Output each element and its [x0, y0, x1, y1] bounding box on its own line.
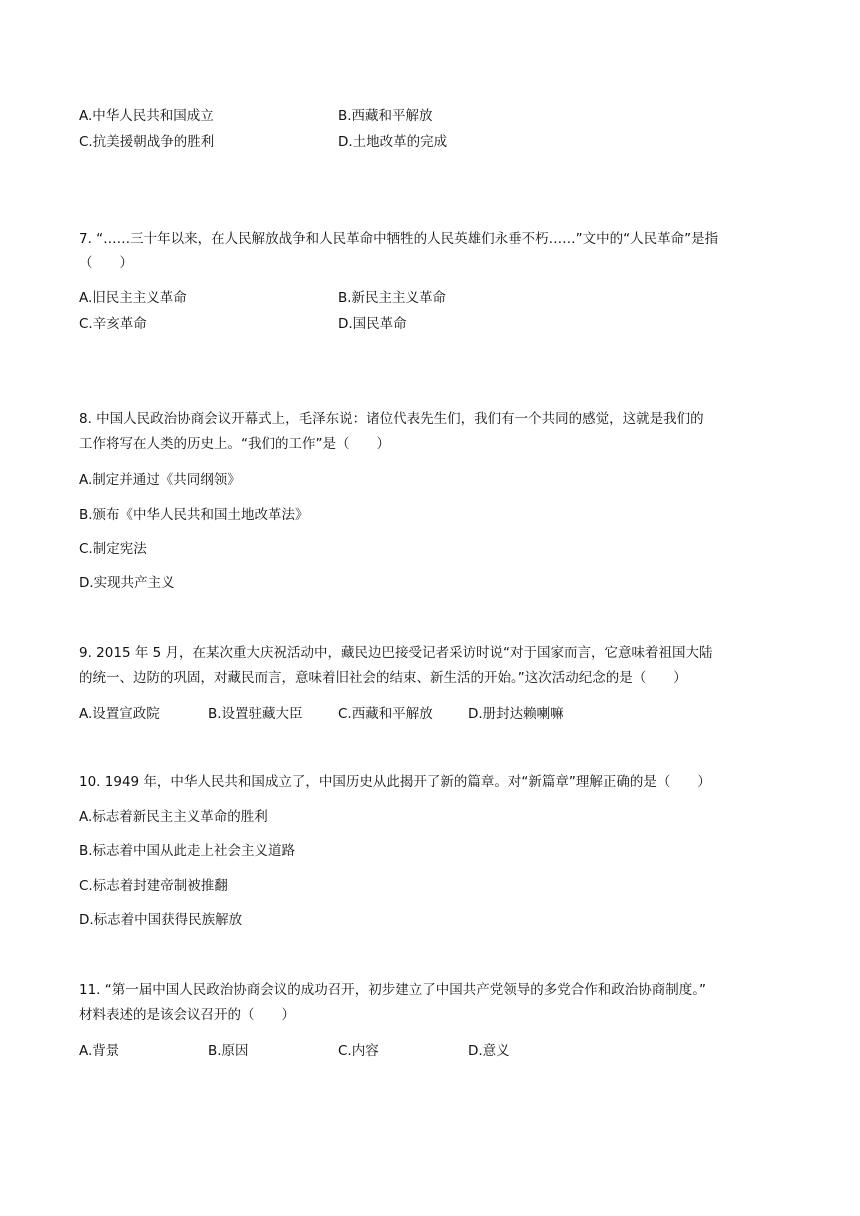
q10-option-a: A.标志着新民主主义革命的胜利	[79, 809, 268, 825]
q6-option-a: A.中华人民共和国成立	[79, 108, 214, 124]
q9-stem-line1: 9. 2015 年 5 月，在某次重大庆祝活动中，藏民边巴接受记者采访时说“对于国家而言，它意味着祖国大陆	[79, 645, 713, 661]
q8-option-b: B.颁布《中华人民共和国土地改革法》	[79, 507, 309, 523]
q7-stem-line1: 7. “……三十年以来，在人民解放战争和人民革命中牺牲的人民英雄们永垂不朽……”文中的“人民革命”是指	[79, 231, 719, 247]
q8-option-c: C.制定宪法	[79, 541, 147, 557]
q10-option-b: B.标志着中国从此走上社会主义道路	[79, 843, 296, 859]
q11-option-c: C.内容	[338, 1043, 379, 1059]
q9-option-b: B.设置驻藏大臣	[208, 706, 303, 722]
q8-stem-line2: 工作将写在人类的历史上。“我们的工作”是（ ）	[79, 436, 390, 452]
q6-option-b: B.西藏和平解放	[338, 108, 433, 124]
q9-option-c: C.西藏和平解放	[338, 706, 433, 722]
q6-option-d: D.土地改革的完成	[338, 134, 448, 150]
q10-option-c: C.标志着封建帝制被推翻	[79, 878, 228, 894]
q7-option-d: D.国民革命	[338, 316, 407, 332]
q7-option-b: B.新民主主义革命	[338, 290, 447, 306]
q10-stem-line1: 10. 1949 年，中华人民共和国成立了，中国历史从此揭开了新的篇章。对“新篇章”理解正确的是（ ）	[79, 774, 711, 790]
q11-stem-line2: 材料表述的是该会议召开的（ ）	[79, 1007, 295, 1023]
q8-option-a: A.制定并通过《共同纲领》	[79, 472, 241, 488]
q8-option-d: D.实现共产主义	[79, 575, 175, 591]
q7-stem-line2: （ ）	[79, 255, 133, 271]
q11-option-a: A.背景	[79, 1043, 120, 1059]
q7-option-c: C.辛亥革命	[79, 316, 147, 332]
q11-option-d: D.意义	[468, 1043, 510, 1059]
q9-option-a: A.设置宣政院	[79, 706, 160, 722]
q8-stem-line1: 8. 中国人民政治协商会议开幕式上，毛泽东说：诸位代表先生们，我们有一个共同的感觉，这就是我们的	[79, 411, 704, 427]
q11-option-b: B.原因	[208, 1043, 249, 1059]
q9-stem-line2: 的统一、边防的巩固，对藏民而言，意味着旧社会的结束、新生活的开始。”这次活动纪念的是（ ）	[79, 670, 687, 686]
q7-option-a: A.旧民主主义革命	[79, 290, 187, 306]
q6-option-c: C.抗美援朝战争的胜利	[79, 134, 215, 150]
q9-option-d: D.册封达赖喇嘛	[468, 706, 564, 722]
q11-stem-line1: 11. “第一届中国人民政治协商会议的成功召开，初步建立了中国共产党领导的多党合作和政治协商制度。”	[79, 982, 706, 998]
q10-option-d: D.标志着中国获得民族解放	[79, 912, 243, 928]
